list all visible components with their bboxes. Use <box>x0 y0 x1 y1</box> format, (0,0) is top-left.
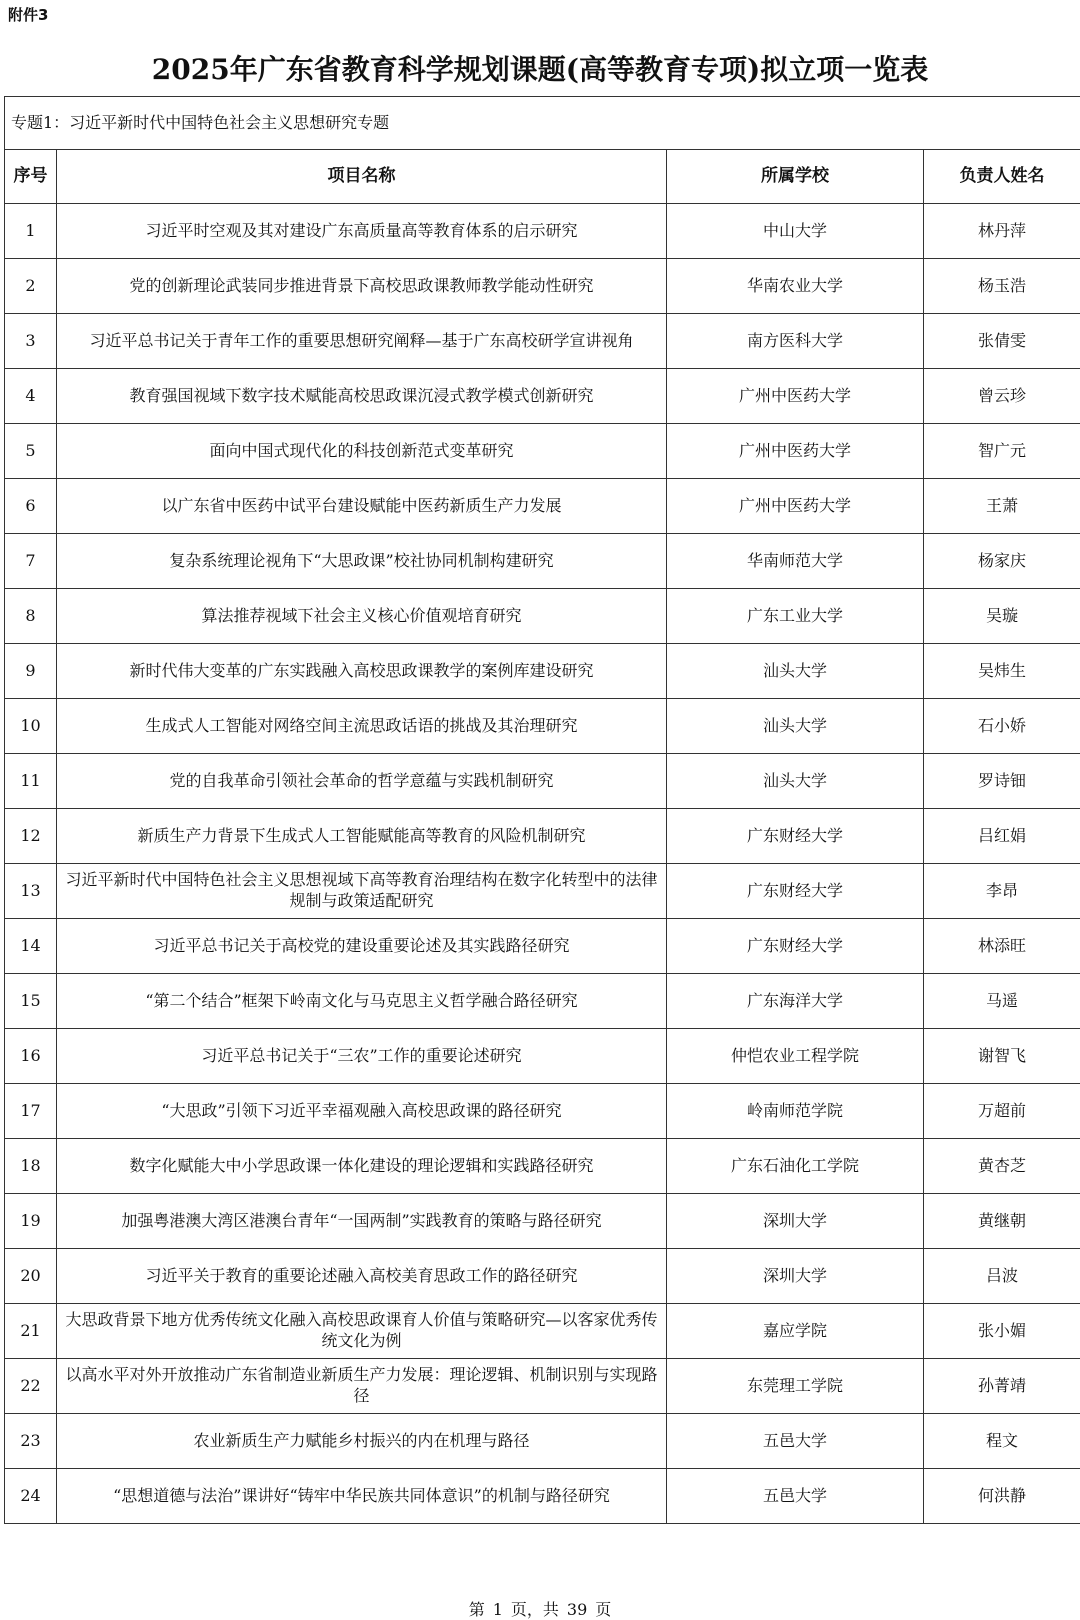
school-name: 南方医科大学 <box>667 314 924 369</box>
project-name: 数字化赋能大中小学思政课一体化建设的理论逻辑和实践路径研究 <box>57 1139 667 1194</box>
school-name: 深圳大学 <box>667 1249 924 1304</box>
row-number: 24 <box>5 1469 57 1524</box>
leader-name: 张小媚 <box>924 1304 1080 1359</box>
table-row <box>5 259 1080 314</box>
project-name: “大思政”引领下习近平幸福观融入高校思政课的路径研究 <box>57 1084 667 1139</box>
table-row <box>5 1029 1080 1084</box>
table-row <box>5 1414 1080 1469</box>
leader-name: 黄继朝 <box>924 1194 1080 1249</box>
footer-page-number: 1 <box>492 1600 503 1619</box>
school-name: 仲恺农业工程学院 <box>667 1029 924 1084</box>
leader-name: 林添旺 <box>924 919 1080 974</box>
table-row <box>5 424 1080 479</box>
project-name: 大思政背景下地方优秀传统文化融入高校思政课育人价值与策略研究—以客家优秀传统文化为例 <box>57 1304 667 1359</box>
table-row <box>5 1469 1080 1524</box>
footer-prefix: 第 <box>468 1600 485 1619</box>
school-name: 五邑大学 <box>667 1469 924 1524</box>
row-number: 2 <box>5 259 57 314</box>
row-number: 16 <box>5 1029 57 1084</box>
column-header-project-name: 项目名称 <box>57 150 667 204</box>
project-table <box>4 96 1080 1524</box>
table-row <box>5 1084 1080 1139</box>
footer-middle: 页，共 <box>510 1600 559 1619</box>
row-number: 14 <box>5 919 57 974</box>
project-name: 习近平新时代中国特色社会主义思想视域下高等教育治理结构在数字化转型中的法律规制与政策适配研究 <box>57 864 667 919</box>
leader-name: 杨家庆 <box>924 534 1080 589</box>
project-name: 习近平总书记关于“三农”工作的重要论述研究 <box>57 1029 667 1084</box>
table-row <box>5 864 1080 919</box>
leader-name: 林丹萍 <box>924 204 1080 259</box>
document-title: 2025年广东省教育科学规划课题(高等教育专项)拟立项一览表 <box>151 53 929 86</box>
project-name: 党的自我革命引领社会革命的哲学意蕴与实践机制研究 <box>57 754 667 809</box>
project-name: 习近平关于教育的重要论述融入高校美育思政工作的路径研究 <box>57 1249 667 1304</box>
school-name: 广东财经大学 <box>667 919 924 974</box>
leader-name: 王萧 <box>924 479 1080 534</box>
school-name: 嘉应学院 <box>667 1304 924 1359</box>
project-name: “思想道德与法治”课讲好“铸牢中华民族共同体意识”的机制与路径研究 <box>57 1469 667 1524</box>
topic-heading: 专题1：习近平新时代中国特色社会主义思想研究专题 <box>5 97 1080 150</box>
row-number: 23 <box>5 1414 57 1469</box>
leader-name: 杨玉浩 <box>924 259 1080 314</box>
leader-name: 谢智飞 <box>924 1029 1080 1084</box>
leader-name: 吴炜生 <box>924 644 1080 699</box>
leader-name: 马遥 <box>924 974 1080 1029</box>
school-name: 华南师范大学 <box>667 534 924 589</box>
table-row <box>5 1139 1080 1194</box>
row-number: 12 <box>5 809 57 864</box>
project-name: 算法推荐视域下社会主义核心价值观培育研究 <box>57 589 667 644</box>
table-row <box>5 1304 1080 1359</box>
table-row <box>5 314 1080 369</box>
project-name: 习近平时空观及其对建设广东高质量高等教育体系的启示研究 <box>57 204 667 259</box>
school-name: 中山大学 <box>667 204 924 259</box>
school-name: 广州中医药大学 <box>667 369 924 424</box>
project-name: “第二个结合”框架下岭南文化与马克思主义哲学融合路径研究 <box>57 974 667 1029</box>
school-name: 广东海洋大学 <box>667 974 924 1029</box>
row-number: 22 <box>5 1359 57 1414</box>
leader-name: 何洪静 <box>924 1469 1080 1524</box>
table-row <box>5 809 1080 864</box>
table-row <box>5 479 1080 534</box>
project-name: 以广东省中医药中试平台建设赋能中医药新质生产力发展 <box>57 479 667 534</box>
project-name: 以高水平对外开放推动广东省制造业新质生产力发展：理论逻辑、机制识别与实现路径 <box>57 1359 667 1414</box>
leader-name: 黄杏芝 <box>924 1139 1080 1194</box>
leader-name: 吴璇 <box>924 589 1080 644</box>
project-name: 党的创新理论武装同步推进背景下高校思政课教师教学能动性研究 <box>57 259 667 314</box>
leader-name: 程文 <box>924 1414 1080 1469</box>
table-row <box>5 1249 1080 1304</box>
project-name: 面向中国式现代化的科技创新范式变革研究 <box>57 424 667 479</box>
project-name: 新质生产力背景下生成式人工智能赋能高等教育的风险机制研究 <box>57 809 667 864</box>
table-row <box>5 369 1080 424</box>
table-row <box>5 974 1080 1029</box>
row-number: 1 <box>5 204 57 259</box>
leader-name: 智广元 <box>924 424 1080 479</box>
leader-name: 石小娇 <box>924 699 1080 754</box>
table-header-row <box>5 150 1080 204</box>
table-row <box>5 589 1080 644</box>
leader-name: 万超前 <box>924 1084 1080 1139</box>
table-row <box>5 699 1080 754</box>
leader-name: 张倩雯 <box>924 314 1080 369</box>
leader-name: 曾云珍 <box>924 369 1080 424</box>
footer-suffix: 页 <box>595 1600 612 1619</box>
school-name: 五邑大学 <box>667 1414 924 1469</box>
school-name: 岭南师范学院 <box>667 1084 924 1139</box>
leader-name: 吕红娟 <box>924 809 1080 864</box>
row-number: 19 <box>5 1194 57 1249</box>
row-number: 13 <box>5 864 57 919</box>
page-footer <box>0 1597 1080 1620</box>
row-number: 9 <box>5 644 57 699</box>
school-name: 汕头大学 <box>667 699 924 754</box>
leader-name: 吕波 <box>924 1249 1080 1304</box>
project-name: 加强粤港澳大湾区港澳台青年“一国两制”实践教育的策略与路径研究 <box>57 1194 667 1249</box>
row-number: 8 <box>5 589 57 644</box>
row-number: 18 <box>5 1139 57 1194</box>
school-name: 广东财经大学 <box>667 809 924 864</box>
leader-name: 孙菁靖 <box>924 1359 1080 1414</box>
project-name: 习近平总书记关于高校党的建设重要论述及其实践路径研究 <box>57 919 667 974</box>
project-name: 教育强国视域下数字技术赋能高校思政课沉浸式教学模式创新研究 <box>57 369 667 424</box>
school-name: 广东工业大学 <box>667 589 924 644</box>
school-name: 华南农业大学 <box>667 259 924 314</box>
row-number: 17 <box>5 1084 57 1139</box>
table-row <box>5 534 1080 589</box>
row-number: 15 <box>5 974 57 1029</box>
project-name: 生成式人工智能对网络空间主流思政话语的挑战及其治理研究 <box>57 699 667 754</box>
leader-name: 李昂 <box>924 864 1080 919</box>
column-header-leader: 负责人姓名 <box>924 150 1080 204</box>
row-number: 21 <box>5 1304 57 1359</box>
school-name: 广州中医药大学 <box>667 479 924 534</box>
project-name: 习近平总书记关于青年工作的重要思想研究阐释—基于广东高校研学宣讲视角 <box>57 314 667 369</box>
row-number: 3 <box>5 314 57 369</box>
table-row <box>5 644 1080 699</box>
attachment-label: 附件3 <box>8 6 49 24</box>
project-name: 农业新质生产力赋能乡村振兴的内在机理与路径 <box>57 1414 667 1469</box>
row-number: 11 <box>5 754 57 809</box>
column-header-number: 序号 <box>5 150 57 204</box>
table-row <box>5 1194 1080 1249</box>
school-name: 广东石油化工学院 <box>667 1139 924 1194</box>
school-name: 东莞理工学院 <box>667 1359 924 1414</box>
project-name: 复杂系统理论视角下“大思政课”校社协同机制构建研究 <box>57 534 667 589</box>
column-header-school: 所属学校 <box>667 150 924 204</box>
row-number: 5 <box>5 424 57 479</box>
school-name: 汕头大学 <box>667 644 924 699</box>
row-number: 6 <box>5 479 57 534</box>
row-number: 7 <box>5 534 57 589</box>
row-number: 4 <box>5 369 57 424</box>
footer-total-pages: 39 <box>566 1600 588 1619</box>
table-row <box>5 204 1080 259</box>
project-name: 新时代伟大变革的广东实践融入高校思政课教学的案例库建设研究 <box>57 644 667 699</box>
table-row <box>5 919 1080 974</box>
leader-name: 罗诗钿 <box>924 754 1080 809</box>
table-row <box>5 1359 1080 1414</box>
school-name: 广东财经大学 <box>667 864 924 919</box>
school-name: 汕头大学 <box>667 754 924 809</box>
school-name: 广州中医药大学 <box>667 424 924 479</box>
table-row <box>5 754 1080 809</box>
row-number: 10 <box>5 699 57 754</box>
row-number: 20 <box>5 1249 57 1304</box>
school-name: 深圳大学 <box>667 1194 924 1249</box>
